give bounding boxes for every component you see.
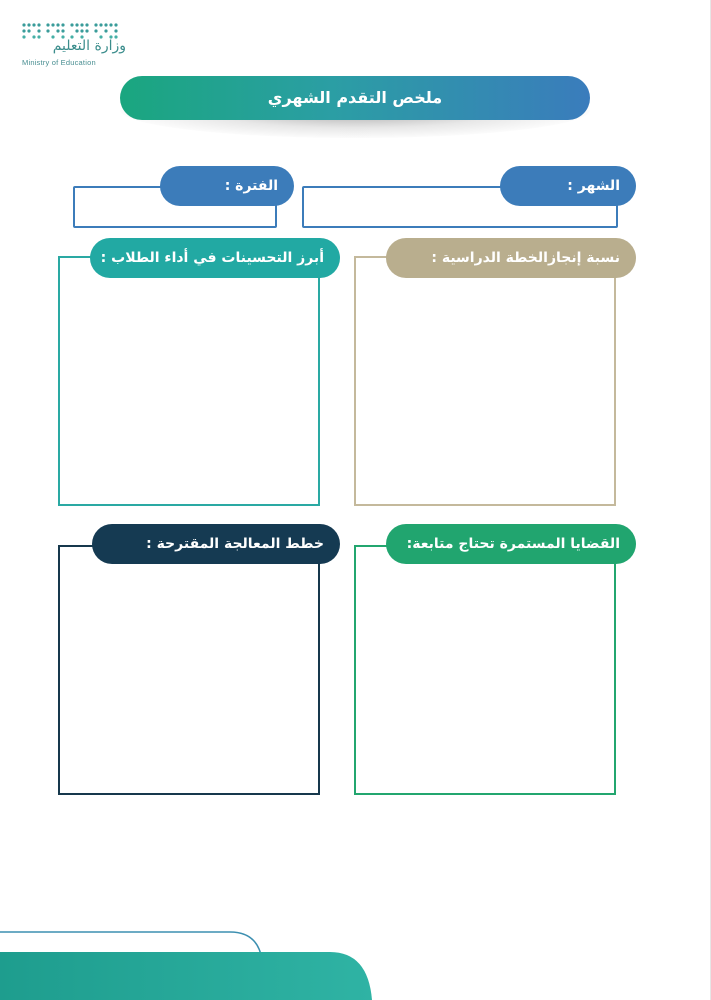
page-title: ملخص التقدم الشهري — [120, 76, 590, 120]
footer-decoration — [0, 924, 711, 1000]
plan-completion-label: نسبة إنجازالخطة الدراسية : — [386, 238, 636, 278]
month-label: الشهر : — [500, 166, 636, 206]
ministry-logo — [18, 18, 128, 72]
plan-completion-box[interactable] — [354, 256, 616, 506]
improvements-box[interactable] — [58, 256, 320, 506]
logo-arabic-text: وزارة التعليم — [52, 38, 126, 54]
remediation-plans-label: خطط المعالجة المقترحة : — [92, 524, 340, 564]
title-banner — [116, 74, 592, 146]
improvements-label: أبرز التحسينات في أداء الطلاب : — [90, 238, 340, 278]
logo-english-text: Ministry of Education — [22, 58, 96, 67]
period-label: الفترة : — [160, 166, 294, 206]
ongoing-issues-box[interactable] — [354, 545, 616, 795]
ongoing-issues-label: القضايا المستمرة تحتاج متابعة: — [386, 524, 636, 564]
remediation-plans-box[interactable] — [58, 545, 320, 795]
